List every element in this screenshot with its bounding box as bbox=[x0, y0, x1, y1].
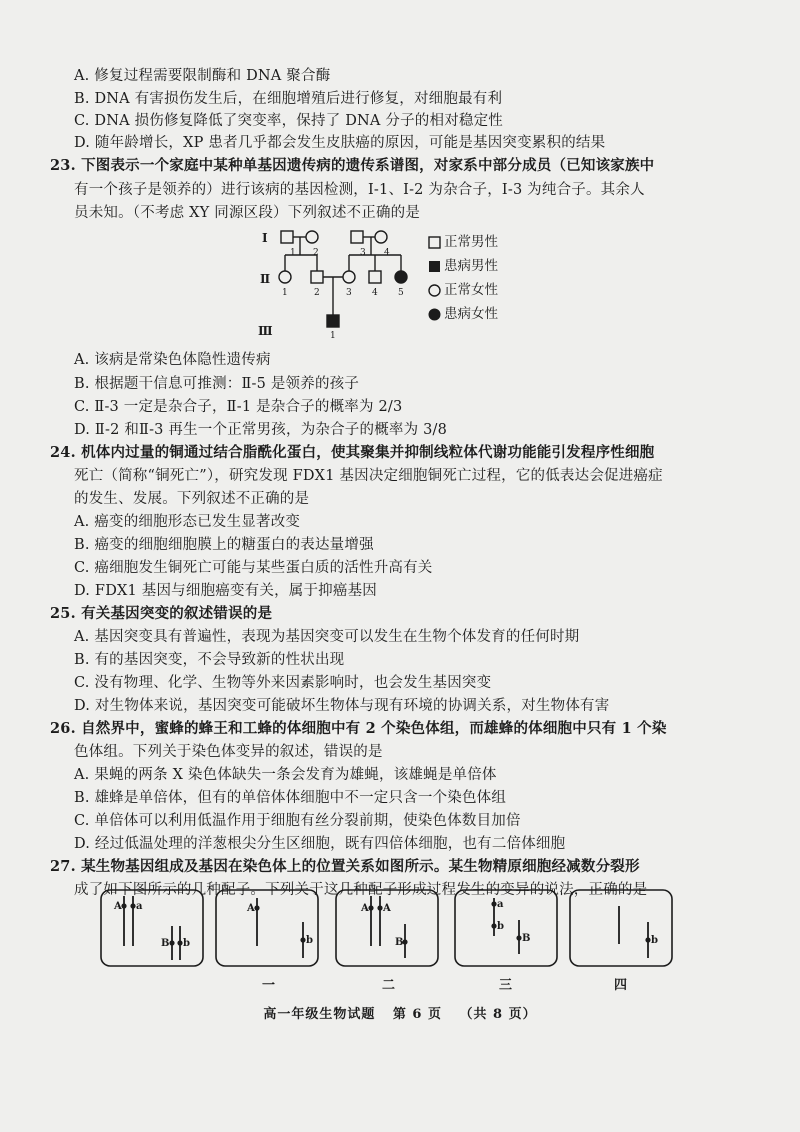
num-I-3: 3 bbox=[360, 248, 366, 258]
q23-option-b: B. 根据题干信息可推测：Ⅱ-5 是领养的孩子 bbox=[74, 376, 360, 392]
gene-locus bbox=[491, 901, 496, 906]
gene-locus bbox=[300, 937, 305, 942]
cell-box-3 bbox=[455, 890, 557, 966]
q24-option-b: B. 癌变的细胞细胞膜上的糖蛋白的表达量增强 bbox=[74, 537, 374, 553]
gen-label-II: Ⅱ bbox=[260, 272, 271, 286]
cell-box-4 bbox=[570, 890, 672, 966]
num-II-5: 5 bbox=[398, 288, 404, 298]
num-II-2: 2 bbox=[314, 288, 320, 298]
gene-locus bbox=[516, 935, 521, 940]
prev-option-b: B. DNA 有害损伤发生后，在细胞增殖后进行修复，对细胞最有利 bbox=[74, 91, 503, 107]
affected-male-square-icon bbox=[428, 260, 441, 273]
q23-option-c: C. Ⅱ-3 一定是杂合子，Ⅱ-1 是杂合子的概率为 2/3 bbox=[74, 399, 403, 415]
gene-locus bbox=[254, 905, 259, 910]
gene-locus bbox=[130, 903, 135, 908]
prev-option-d: D. 随年龄增长，XP 患者几乎都会发生皮肤癌的原因，可能是基因突变累积的结果 bbox=[74, 135, 606, 151]
legend-affected-female: 患病女性 bbox=[428, 302, 498, 322]
q23-stem-3: 员未知。（不考虑 XY 同源区段）下列叙述不正确的是 bbox=[74, 205, 421, 221]
gene-label: B bbox=[522, 933, 531, 944]
ped-I-3-male bbox=[351, 231, 363, 243]
gene-label: b bbox=[306, 935, 313, 946]
q26-stem-2: 色体组。下列关于染色体变异的叙述，错误的是 bbox=[74, 744, 383, 760]
page-footer bbox=[0, 1003, 800, 1022]
gene-label: B bbox=[395, 937, 404, 948]
q25-option-a: A. 基因突变具有普遍性，表现为基因突变可以发生在生物个体发育的任何时期 bbox=[74, 629, 580, 645]
legend-normal-male: 正常男性 bbox=[428, 230, 498, 250]
affected-female-circle-icon bbox=[428, 308, 441, 321]
q25-option-c: C. 没有物理、化学、生物等外来因素影响时，也会发生基因突变 bbox=[74, 675, 492, 691]
q24-option-d: D. FDX1 基因与细胞癌变有关，属于抑癌基因 bbox=[74, 583, 377, 599]
gene-label: b bbox=[651, 935, 658, 946]
box-label-3: 三 bbox=[499, 978, 513, 993]
q23-option-a: A. 该病是常染色体隐性遗传病 bbox=[74, 352, 271, 368]
gene-locus bbox=[177, 940, 182, 945]
num-III-1: 1 bbox=[330, 331, 336, 341]
q26-option-d: D. 经过低温处理的洋葱根尖分生区细胞，既有四倍体细胞，也有二倍体细胞 bbox=[74, 836, 566, 852]
q24-stem-1: 24. 机体内过量的铜通过结合脂酰化蛋白，使其聚集并抑制线粒体代谢功能能引发程序性细胞 bbox=[50, 444, 655, 461]
legend-normal-female: 正常女性 bbox=[428, 278, 498, 298]
q25-option-b: B. 有的基因突变，不会导致新的性状出现 bbox=[74, 652, 345, 668]
legend-affected-male: 患病男性 bbox=[428, 254, 498, 274]
gene-label: b bbox=[497, 921, 504, 932]
footer-title: 高一年级生物试题 bbox=[263, 1007, 376, 1022]
q25-stem: 25. 有关基因突变的叙述错误的是 bbox=[50, 605, 273, 622]
pedigree-chart bbox=[240, 225, 440, 350]
chromosome-diagram bbox=[98, 886, 688, 976]
num-I-4: 4 bbox=[384, 248, 390, 258]
num-I-2: 2 bbox=[313, 248, 319, 258]
num-II-1: 1 bbox=[282, 288, 288, 298]
gene-locus bbox=[645, 937, 650, 942]
q27-stem-2: 成了如下图所示的几种配子。下列关于这几种配子形成过程发生的变异的说法，正确的是 bbox=[74, 882, 648, 898]
gene-locus bbox=[121, 903, 126, 908]
normal-female-circle-icon bbox=[428, 284, 441, 297]
q26-stem-1: 26. 自然界中，蜜蜂的蜂王和工蜂的体细胞中有 2 个染色体组，而雄蜂的体细胞中只有 1 个染 bbox=[50, 720, 667, 737]
footer-total: （共 8 页） bbox=[459, 1007, 537, 1022]
ped-II-2-male bbox=[311, 271, 323, 283]
num-II-4: 4 bbox=[372, 288, 378, 298]
gene-locus bbox=[377, 905, 382, 910]
q23-stem-2: 有一个孩子是领养的）进行该病的基因检测，Ⅰ-1、Ⅰ-2 为杂合子，Ⅰ-3 为纯合子。其余人 bbox=[74, 182, 645, 198]
num-II-3: 3 bbox=[346, 288, 352, 298]
gene-label: A bbox=[383, 903, 391, 914]
q24-stem-3: 的发生、发展。下列叙述不正确的是 bbox=[74, 491, 310, 507]
gene-label: B bbox=[161, 938, 170, 949]
ped-II-1-female bbox=[279, 271, 291, 283]
box-label-4: 四 bbox=[614, 978, 628, 993]
box-label-2: 二 bbox=[382, 978, 396, 993]
q26-option-b: B. 雄蜂是单倍体，但有的单倍体体细胞中不一定只含一个染色体组 bbox=[74, 790, 507, 806]
gen-label-I: Ⅰ bbox=[262, 231, 268, 245]
gene-locus bbox=[169, 940, 174, 945]
ped-III-1-affected-male bbox=[327, 315, 339, 327]
cell-box-2 bbox=[336, 890, 438, 966]
normal-male-square-icon bbox=[428, 236, 441, 249]
ped-I-4-female bbox=[375, 231, 387, 243]
num-I-1: 1 bbox=[290, 248, 296, 258]
q23-option-d: D. Ⅱ-2 和Ⅱ-3 再生一个正常男孩，为杂合子的概率为 3/8 bbox=[74, 422, 448, 438]
gene-label: A bbox=[114, 901, 122, 912]
gen-label-III: Ⅲ bbox=[258, 324, 273, 338]
q26-option-c: C. 单倍体可以利用低温作用于细胞有丝分裂前期，使染色体数目加倍 bbox=[74, 813, 521, 829]
q24-option-a: A. 癌变的细胞形态已发生显著改变 bbox=[74, 514, 301, 530]
gene-locus bbox=[491, 923, 496, 928]
gene-label: A bbox=[361, 903, 369, 914]
q27-stem-1: 27. 某生物基因组成及基因在染色体上的位置关系如图所示。某生物精原细胞经减数分裂形 bbox=[50, 858, 640, 875]
prev-option-c: C. DNA 损伤修复降低了突变率，保持了 DNA 分子的相对稳定性 bbox=[74, 113, 503, 129]
footer-page: 第 6 页 bbox=[392, 1007, 442, 1022]
q23-stem-1: 23. 下图表示一个家庭中某种单基因遗传病的遗传系谱图，对家系中部分成员（已知该家族中 bbox=[50, 157, 655, 174]
ped-II-4-male bbox=[369, 271, 381, 283]
ped-II-3-female bbox=[343, 271, 355, 283]
gene-label: b bbox=[183, 938, 190, 949]
gene-label: A bbox=[247, 903, 255, 914]
ped-I-2-female bbox=[306, 231, 318, 243]
gene-label: a bbox=[497, 899, 504, 910]
gene-label: a bbox=[136, 901, 143, 912]
q24-option-c: C. 癌细胞发生铜死亡可能与某些蛋白质的活性升高有关 bbox=[74, 560, 433, 576]
box-label-1: 一 bbox=[262, 978, 276, 993]
ped-II-5-affected-female bbox=[395, 271, 407, 283]
gene-locus bbox=[368, 905, 373, 910]
ped-I-1-male bbox=[281, 231, 293, 243]
q24-stem-2: 死亡（简称“铜死亡”），研究发现 FDX1 基因决定细胞铜死亡过程，它的低表达会促进癌症 bbox=[74, 468, 663, 484]
q25-option-d: D. 对生物体来说，基因突变可能破坏生物体与现有环境的协调关系，对生物体有害 bbox=[74, 698, 610, 714]
q26-option-a: A. 果蝇的两条 X 染色体缺失一条会发育为雄蝇，该雄蝇是单倍体 bbox=[74, 767, 497, 783]
prev-option-a: A. 修复过程需要限制酶和 DNA 聚合酶 bbox=[74, 68, 331, 84]
